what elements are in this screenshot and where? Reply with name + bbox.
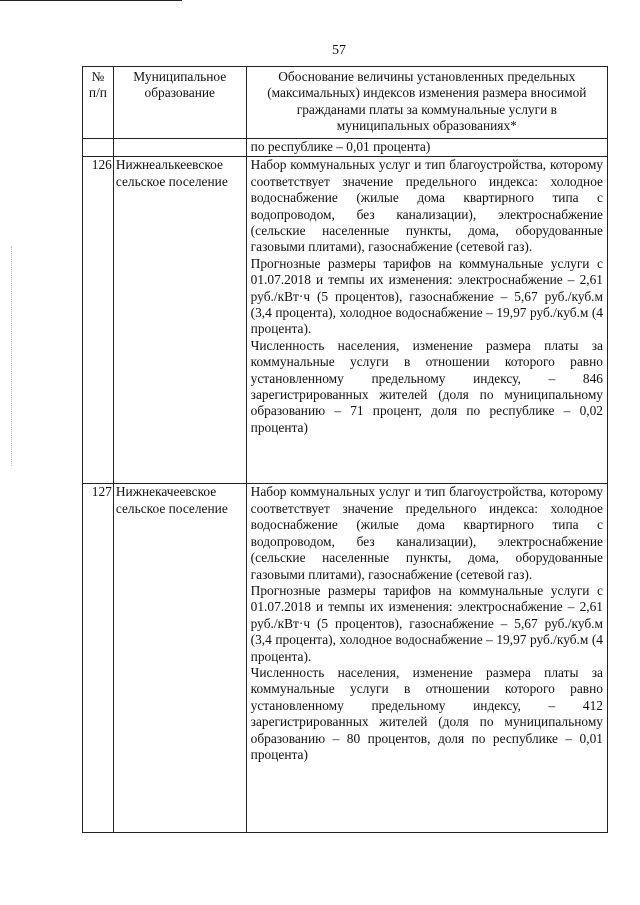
tariffs-paragraph: Прогнозные размеры тарифов на коммунальные услуги с 01.07.2018 и темпы их изменения: электроснабжение – 2,61 руб./кВт·ч (5 процентов), газоснабжение – 5,67 руб./куб.м (3,4 процента), холодное водоснабжение – 19,97 руб./куб.м (4 процента). bbox=[250, 582, 603, 664]
population-paragraph: Численность населения, изменение размера платы за коммунальные услуги в отношении которого равно установленному предельному индексу, – 412 зарегистрированных жителей (доля по муниципальному образованию – 80 процентов, доля по республике – 0,01 процента) bbox=[250, 664, 603, 762]
continuation-municipality-cell bbox=[113, 138, 246, 157]
row-number: 126 bbox=[83, 157, 114, 484]
tariff-table-container bbox=[82, 66, 608, 833]
header-num: № п/п bbox=[83, 67, 114, 139]
tariff-index-table bbox=[82, 66, 608, 833]
header-municipality: Муниципальное образование bbox=[113, 67, 246, 139]
table-row bbox=[83, 484, 608, 833]
table-row bbox=[83, 157, 608, 484]
table-header-row bbox=[83, 67, 608, 139]
municipality-name: Нижнеалькеевское сельское поселение bbox=[113, 157, 246, 484]
services-paragraph: Набор коммунальных услуг и тип благоустройства, которому соответствует значение предельного индекса: холодное водоснабжение (жилые дома квартирного типа с водопроводом, без канализации), электроснабжение (сельские населенные пункты, дома, оборудованные газовыми плитами), газоснабжение (сетевой газ). bbox=[250, 157, 603, 255]
continuation-num-cell bbox=[83, 138, 114, 157]
population-paragraph: Численность населения, изменение размера платы за коммунальные услуги в отношении которого равно установленному предельному индексу, – 846 зарегистрированных жителей (доля по муниципальному образованию – 71 процент, доля по республике – 0,02 процента) bbox=[250, 337, 603, 435]
header-justification: Обоснование величины установленных предельных (максимальных) индексов изменения размера вносимой гражданами платы за коммунальные услуги в муниципальных образованиях* bbox=[246, 67, 607, 139]
page-number: 57 bbox=[332, 43, 346, 58]
row-number: 127 bbox=[83, 484, 114, 833]
table-row-continuation bbox=[83, 138, 608, 157]
justification-cell bbox=[246, 157, 607, 484]
margin-scan-marks bbox=[11, 246, 14, 466]
services-paragraph: Набор коммунальных услуг и тип благоустройства, которому соответствует значение предельного индекса: холодное водоснабжение (жилые дома квартирного типа с водопроводом, без канализации), электроснабжение (сельские населенные пункты, дома, оборудованные газовыми плитами), газоснабжение (сетевой газ). bbox=[250, 484, 603, 582]
municipality-name: Нижнекачеевское сельское поселение bbox=[113, 484, 246, 833]
continuation-text: по республике – 0,01 процента) bbox=[246, 138, 607, 157]
justification-cell bbox=[246, 484, 607, 833]
tariffs-paragraph: Прогнозные размеры тарифов на коммунальные услуги с 01.07.2018 и темпы их изменения: электроснабжение – 2,61 руб./кВт·ч (5 процентов), газоснабжение – 5,67 руб./куб.м (3,4 процента), холодное водоснабжение – 19,97 руб./куб.м (4 процента). bbox=[250, 255, 603, 337]
top-rule bbox=[0, 0, 182, 1]
